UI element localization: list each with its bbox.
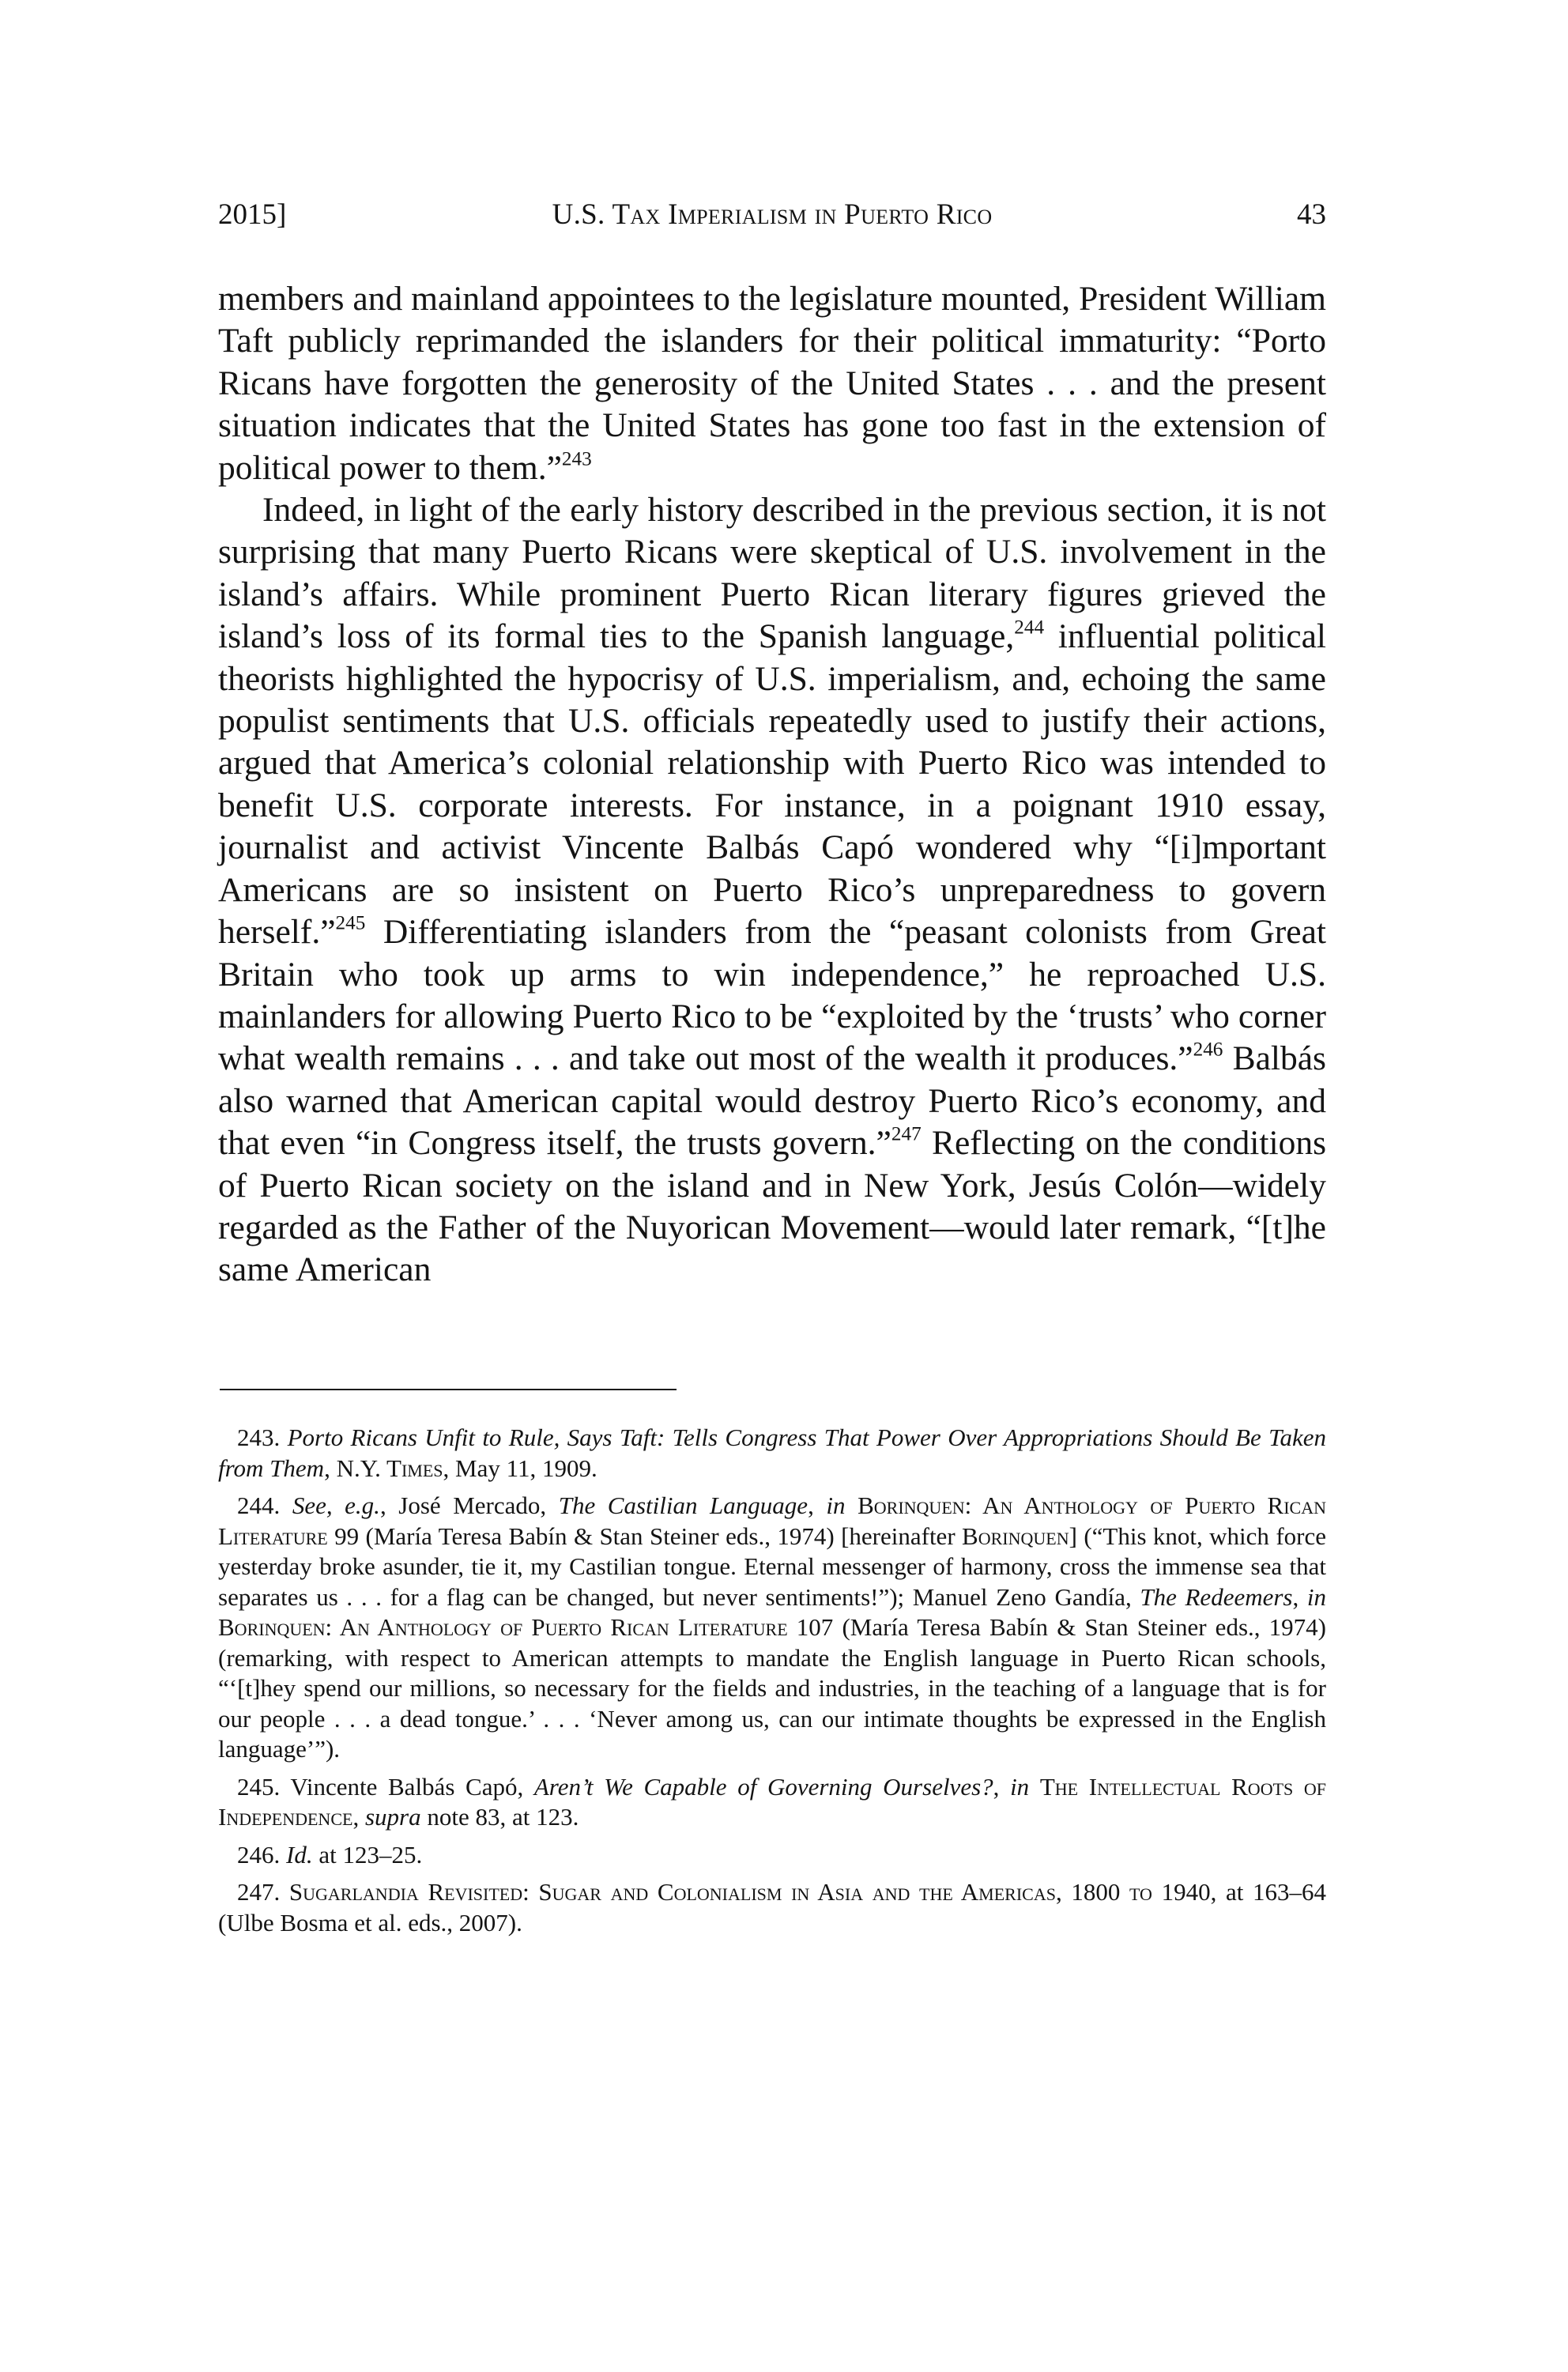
body-paragraph: Indeed, in light of the early history described in the previous section, it is not surprising that many Puerto Ricans were skeptical of U.S. involvement in the island’s affairs. While prominent Puerto Rican literary figures grieved the island’s loss of its formal ties to the Spanish language,$^{244}$ influential political theorists highlighted the hypocrisy of U.S. imperialism, and, echoing the same populist sentiments that U.S. officials repeatedly used to justify their actions, argued that America’s colonial relationship with Puerto Rico was intended to benefit U.S. corporate interests. For instance, in a poignant 1910 essay, journalist and activist Vincente Balbás Capó wondered why “[i]mportant Americans are so insistent on Puerto Rico’s unpreparedness to govern herself.”$^{245}$ Differentiating islanders from the “peasant colonists from Great Britain who took up arms to win independence,” he reproached U.S. mainlanders for allowing Puerto Rico to be “exploited by the ‘trusts’ who corner what wealth remains . . . and take out most of the wealth it produces.”$^{246}$ Balbás also warned that American capital would destroy Puerto Rico’s economy, and that even “in Congress itself, the trusts govern.”$^{247}$ Reflecting on the conditions of Puerto Rican society on the island and in New York, Jesús Colón—widely regarded as the Father of the Nuyorican Movement—would later remark, “[t]he same American [218, 491, 1327, 1289]
main-body-text [218, 278, 1326, 1292]
footnote-243: 243. Porto Ricans Unfit to Rule, Says Taft: Tells Congress That Power Over Appropriations Should Be Taken from Them, N.Y. Times, May 11, 1909. [218, 1424, 1326, 1482]
footnote-245: 245. Vincente Balbás Capó, Aren’t We Capable of Governing Ourselves?, in The Intellectual Roots of Independence, supra note 83, at 123. [218, 1772, 1327, 1831]
running-title: U.S. Tax Imperialism in Puerto Rico [552, 198, 993, 231]
footnote-ref-246[interactable]: 246 [1193, 1039, 1223, 1061]
footnote-ref-244[interactable]: 244 [1014, 617, 1045, 639]
page-number: 43 [1297, 198, 1326, 231]
body-paragraph-continued: members and mainland appointees to the legislature mounted, President William Taft publicly reprimanded the islanders for their political immaturity: “Porto Ricans have forgotten the generosity of the United States . . . and the present situation indicates that the United States has gone too fast in the extension of political power to them.”$^{243}$ [218, 280, 1326, 487]
footnote-divider [220, 1389, 677, 1390]
footnote-246: 246. Id. at 123–25. [237, 1840, 423, 1869]
footnote-ref-245[interactable]: 245 [335, 912, 366, 934]
footnote-247: 247. Sugarlandia Revisited: Sugar and Colonialism in Asia and the Americas, 1800 to 1940, at 163–64 (Ulbe Bosma et al. eds., 2007). [218, 1878, 1326, 1936]
footnote-ref-243[interactable]: 243 [561, 447, 592, 469]
header-volume-year: 2015] [218, 198, 287, 231]
page-header [218, 198, 1326, 239]
footnotes-section [218, 1423, 1326, 1945]
footnote-ref-247[interactable]: 247 [891, 1123, 922, 1145]
footnote-244: 244. See, e.g., José Mercado, The Castilian Language, in Borinquen: An Anthology of Puerto Rican Literature 99 (María Teresa Babín & Stan Steiner eds., 1974) [hereinafter Borinquen] (“This knot, which force yesterday broke asunder, tie it, my Castilian tongue. Eternal messenger of harmony, cross the immense sea that separates us . . . for a flag can be changed, but never sentiments!”); Manuel Zeno Gandía, The Redeemers, in Borinquen: An Anthology of Puerto Rican Literature 107 (María Teresa Babín & Stan Steiner eds., 1974) (remarking, with respect to American attempts to mandate the English language in Puerto Rican schools, “‘[t]hey spend our millions, so necessary for the fields and industries, in the teaching of a language that is for our people . . . a dead tongue.’ . . . ‘Never among us, can our intimate thoughts be expressed in the English language’”). [218, 1491, 1326, 1763]
